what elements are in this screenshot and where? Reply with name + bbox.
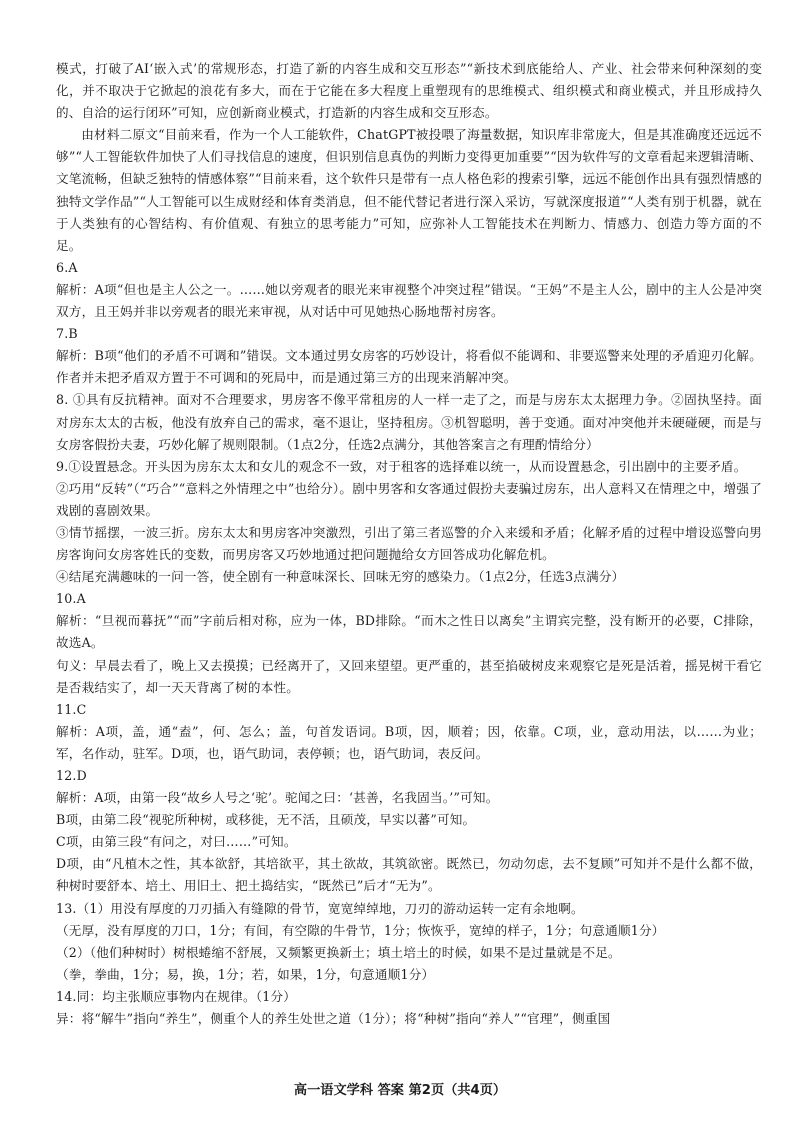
text-line: 解析：A项，由第一段“故乡人号之‘驼’。驼闻之曰：‘甚善，名我固当。’”可知。 — [56, 790, 499, 806]
text-line: （无厚，没有厚度的刀口，1分；有间，有空隙的牛骨节，1分；恢恢乎，宽绰的样子，1分；句意通顺1分） — [56, 922, 665, 938]
question-number: 6.A — [56, 259, 78, 275]
text-line: 13.（1）用没有厚度的刀刃插入有缝隙的骨节，宽宽绰绰地，刀刃的游动运转一定有余地啊。 — [56, 900, 584, 916]
text-line: 14.同：均主张顺应事物内在规律。（1分） — [56, 988, 297, 1004]
text-line: ③情节摇摆，一波三折。房东太太和男房客冲突激烈，引出了第三者巡警的介入来缓和矛盾；化解矛盾的过程中增设巡警向男房客询问女房客姓氏的变数，而男房客又巧妙地通过把问题抛给女方回答成功化解危机。 — [56, 524, 762, 563]
text-line: B项，由第二段“视驼所种树，或移徙，无不活，且硕茂，早实以蕃”可知。 — [56, 812, 476, 828]
text-line: ④结尾充满趣味的一问一答，使全剧有一种意味深长、回味无穷的感染力。（1点2分，任选3点满分） — [56, 569, 625, 585]
text-line: 解析：B项“他们的矛盾不可调和”错误。文本通过男女房客的巧妙设计，将看似不能调和、非要巡警来处理的矛盾迎刃化解。作者并未把矛盾双方置于不可调和的死局中，而是通过第三方的出现来消解冲突。 — [56, 348, 762, 386]
page-footer: 高一语文学科 答案 第2页（共4页） — [293, 1083, 507, 1098]
text-line: 解析：A项“但也是主人公之一。……她以旁观者的眼光来审视整个冲突过程”错误。“王妈”不是主人公，剧中的主人公是冲突双方，且王妈并非以旁观者的眼光来审视，从对话中可见她热心肠地帮衬房客。 — [56, 281, 762, 320]
text-line: 9.①设置悬念。开头因为房东太太和女儿的观念不一致，对于租客的选择难以统一，从而设置悬念，引出剧中的主要矛盾。 — [56, 458, 747, 474]
text-line: 解析：“旦视而暮抚”“而”字前后相对称，应为一体，BD排除。“而木之性日以离矣”主谓宾完整，没有断开的必要，C排除，故选A。 — [56, 613, 762, 651]
question-number: 11.C — [56, 701, 87, 717]
text-line: 由材料二原文“目前来看，作为一个人工能软件，ChatGPT被投喂了海量数据，知识库非常庞大，但是其准确度还远远不够”“人工智能软件加快了人们寻找信息的速度，但识别信息真伪的判断力变得更加重要”“因为软件写的文章看起来逻辑清晰、文笔流畅，但缺乏独特的情感体察”“目前来看，这个软件只是带有一点人格色彩的搜索引擎，远远不能创作出具有强烈情感的独特文学作品”“人工智能可以生成财经和体育类消息，但不能代替记者进行深入采访，写就深度报道”“人类有别于机器，就在于人类独有的心智结构、有价值观、有独立的思考能力”可知，应弥补人工智能技术在判断力、情感力、创造力等方面的不足。 — [56, 127, 762, 253]
question-number: 12.D — [56, 768, 87, 783]
text-line: 异：将“解牛”指向“养生”，侧重个人的养生处世之道（1分）；将“种树”指向“养人”“官理”，侧重国 — [56, 1011, 611, 1027]
text-line: D项，由“凡植木之性，其本欲舒，其培欲平，其土欲故，其筑欲密。既然已，勿动勿虑，去不复顾”可知并不是什么都不做，种树时要舒本、培土、用旧土、把土捣结实，“既然已”后才“无为”。 — [56, 856, 762, 894]
question-number: 7.B — [56, 326, 78, 342]
text-line: 句义：早晨去看了，晚上又去摸摸；已经离开了，又回来望望。更严重的，甚至掐破树皮来观察它是死是活着，摇晃树干看它是否栽结实了，却一天天背离了树的本性。 — [56, 657, 762, 695]
text-line: 8. ①具有反抗精神。面对不合理要求，男房客不像平常租房的人一样一走了之，而是与房东太太据理力争。②固执坚持。面对房东太太的古板，他没有放弃自己的需求，毫不退让，坚持租房。③机智聪明，善于变通。面对冲突他并未硬碰硬，而是与女房客假扮夫妻，巧妙化解了规则限制。（1点2分，任选2点满分，其他答案言之有理酌情给分） — [56, 392, 762, 452]
text-line: C项，由第三段“有问之，对曰……”可知。 — [56, 834, 297, 850]
question-number: 10.A — [56, 591, 86, 607]
text-line: 解析：A项，盖，通“盍”，何、怎么；盖，句首发语词。B项，因，顺着；因，依靠。C项，业，意动用法，以……为业；军，名作动，驻军。D项，也，语气助词，表停顿；也，语气助词，表反问。 — [56, 723, 762, 761]
text-line: （拳，拳曲，1分；易，换，1分；若，如果，1分，句意通顺1分） — [56, 966, 435, 982]
text-line: ②巧用“反转”（“巧合”“意料之外情理之中”也给分）。剧中男客和女客通过假扮夫妻骗过房东，出人意料又在情理之中，增强了戏剧的喜剧效果。 — [56, 480, 762, 518]
text-line: 模式，打破了AI‘嵌入式’的常规形态，打造了新的内容生成和交互形态”“新技术到底能给人、产业、社会带来何种深刻的变化，并不取决于它掀起的浪花有多大，而在于它能在多大程度上重塑现有的思维模式、组织模式和商业模式，并且形成持久的、自洽的运行闭环”可知，应创新商业模式，打造新的内容生成和交互形态。 — [56, 61, 762, 121]
text-line: （2）（他们种树时）树根蜷缩不舒展，又频繁更换新土；填土培土的时候，如果不是过量就是不足。 — [56, 944, 621, 960]
